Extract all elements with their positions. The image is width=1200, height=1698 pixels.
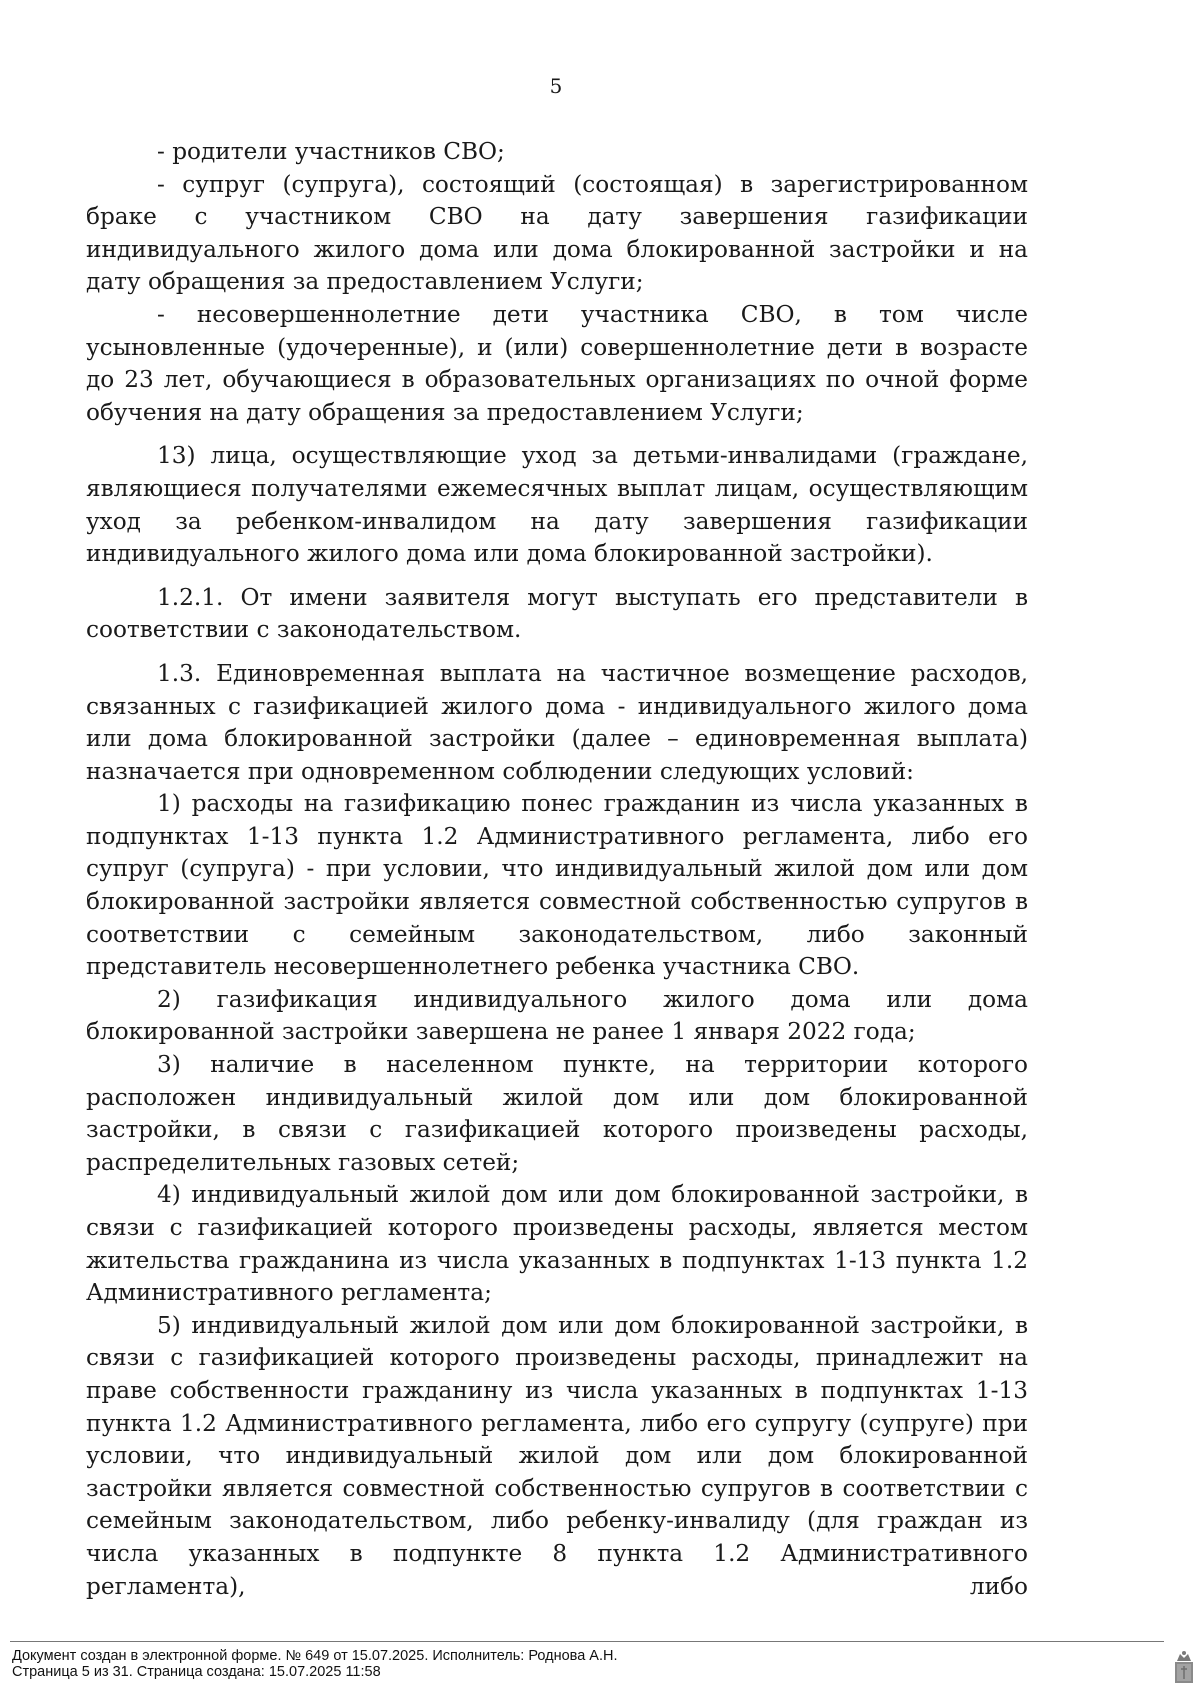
document-body bbox=[86, 136, 1028, 1603]
paragraph-condition-3: 3) наличие в населенном пункте, на территории которого расположен индивидуальный жилой дом или дом блокированной застройки, в связи с газификацией которого произведены расходы, распределительных газовых сетей; bbox=[86, 1051, 1028, 1176]
footer-page-info: Страница 5 из 31. Страница создана: 15.07.2025 11:58 bbox=[12, 1664, 381, 1680]
paragraph-children: - несовершеннолетние дети участника СВО, в том числе усыновленные (удочеренные), и (или) совершеннолетние дети в возрасте до 23 лет, обучающиеся в образовательных организациях по очной форме обучения на дату обращения за предоставлением Услуги; bbox=[86, 300, 1028, 426]
paragraph-condition-5: 5) индивидуальный жилой дом или дом блокированной застройки, в связи с газификацией которого произведены расходы, принадлежит на праве собственности гражданину из числа указанных в подпунктах 1-13 пункта 1.2 Административного регламента, либо его супругу (супруге) при условии, что индивидуальный жилой дом или дом блокированной застройки является совместной собственностью супругов в соответствии с семейным законодательством, либо ребенку-инвалиду (для граждан из числа указанных в подпункте 8 пункта 1.2 Административного регламента), либо bbox=[86, 1311, 1028, 1600]
footer-document-info: Документ создан в электронной форме. № 649 от 15.07.2025. Исполнитель: Роднова А.Н. bbox=[12, 1648, 618, 1664]
paragraph-1-3: 1.3. Единовременная выплата на частичное возмещение расходов, связанных с газификацией жилого дома - индивидуального жилого дома или дома блокированной застройки (далее – единовременная выплата) назначается при одновременном соблюдении следующих условий: bbox=[86, 659, 1028, 785]
paragraph-spouse: - супруг (супруга), состоящий (состоящая) в зарегистрированном браке с участником СВО на дату завершения газификации индивидуального жилого дома или дома блокированной застройки и на дату обращения за предоставлением Услуги; bbox=[86, 170, 1028, 296]
paragraph-condition-1: 1) расходы на газификацию понес гражданин из числа указанных в подпунктах 1-13 пункта 1.2 Административного регламента, либо его супруг (супруга) - при условии, что индивидуальный жилой дом или дом блокированной застройки является совместной собственностью супругов в соответствии с семейным законодательством, либо законный представитель несовершеннолетнего ребенка участника СВО. bbox=[86, 790, 1028, 981]
paragraph-condition-2: 2) газификация индивидуального жилого дома или дома блокированной застройки завершена не ранее 1 января 2022 года; bbox=[86, 985, 1028, 1046]
paragraph-item-13: 13) лица, осуществляющие уход за детьми-инвалидами (граждане, являющиеся получателями ежемесячных выплат лицам, осуществляющим уход за ребенком-инвалидом на дату завершения газификации индивидуального жилого дома или дома блокированной застройки). bbox=[86, 442, 1028, 568]
page-number: 5 bbox=[549, 74, 563, 98]
paragraph-parents-of-svo: - родители участников СВО; bbox=[157, 138, 505, 165]
footer bbox=[12, 1648, 618, 1680]
paragraph-1-2-1: 1.2.1. От имени заявителя могут выступать его представители в соответствии с законодательством. bbox=[86, 583, 1028, 644]
coat-of-arms-icon bbox=[1173, 1650, 1195, 1684]
footer-divider bbox=[10, 1641, 1164, 1642]
paragraph-condition-4: 4) индивидуальный жилой дом или дом блокированной застройки, в связи с газификацией которого произведены расходы, является местом жительства гражданина из числа указанных в подпунктах 1-13 пункта 1.2 Административного регламента; bbox=[86, 1181, 1028, 1307]
